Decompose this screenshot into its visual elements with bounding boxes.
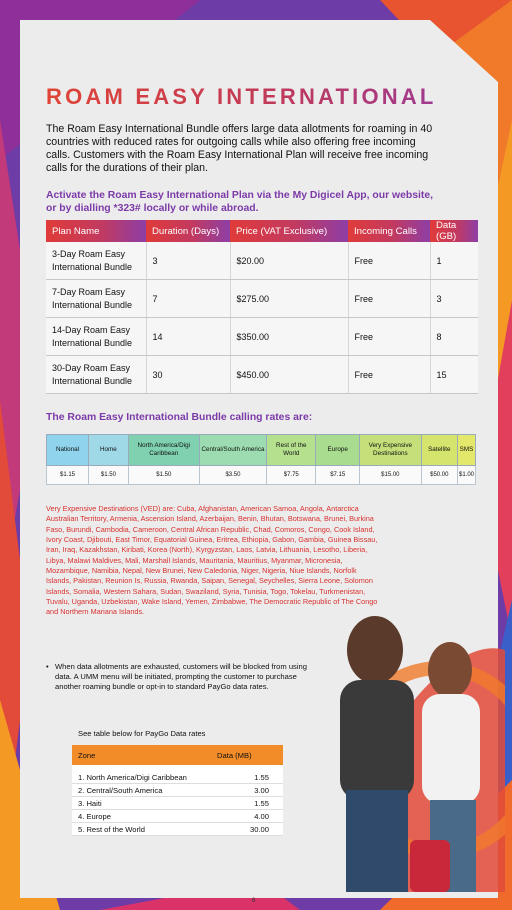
- plan-incoming: Free: [348, 356, 430, 394]
- plan-data: 3: [430, 280, 478, 318]
- plan-price: $275.00: [230, 280, 348, 318]
- zone-rate: 1.55: [211, 797, 283, 810]
- data-exhausted-note: [46, 662, 316, 692]
- activation-instructions: Activate the Roam Easy International Plan via the My Digicel App, our website, or by dialling *323# locally or while abroad.: [46, 190, 434, 214]
- rate-header-central-south-america: Central/South America: [199, 435, 266, 466]
- table-row: [72, 765, 283, 784]
- plans-table: [46, 220, 478, 394]
- page-title: ROAM EASY INTERNATIONAL: [46, 84, 466, 110]
- plan-duration: 7: [146, 280, 230, 318]
- rate-header-home: Home: [89, 435, 129, 466]
- paygo-table-header: [72, 745, 283, 765]
- table-row: [47, 466, 476, 485]
- plan-data: 8: [430, 318, 478, 356]
- paygo-rates-table: [72, 745, 283, 836]
- plan-name: 14-Day Roam Easy International Bundle: [46, 318, 146, 356]
- plan-duration: 3: [146, 242, 230, 280]
- table-row: [72, 784, 283, 797]
- rate-header-national: National: [47, 435, 89, 466]
- plan-duration: 14: [146, 318, 230, 356]
- calling-rates-table: [46, 434, 476, 485]
- plan-incoming: Free: [348, 280, 430, 318]
- zone-name: 5. Rest of the World: [72, 823, 211, 836]
- header-data: Data (GB): [430, 220, 478, 242]
- rate-header-rest-of-world: Rest of the World: [267, 435, 316, 466]
- rate-header-europe: Europe: [316, 435, 360, 466]
- calling-rates-heading: The Roam Easy International Bundle calling rates are:: [46, 412, 313, 423]
- rate-value-sms: $1.00: [457, 466, 475, 485]
- rate-value-national: $1.15: [47, 466, 89, 485]
- plan-name: 30-Day Roam Easy International Bundle: [46, 356, 146, 394]
- travellers-photo: [290, 590, 505, 892]
- ved-country-list: Very Expensive Destinations (VED) are: Cuba, Afghanistan, American Samoa, Angola, Antarctica Australian Territory, Armenia, Ascension Island, Azerbaijan, Benin, Bhutan, Botswana, Brunei, Burkina Faso, Burundi, Cambodia, Cameroon, Central African Republic, Chad, Comoros, Congo, Cook Island, Ivory Coast, Djibouti, East Timor, Equatorial Guinea, Eritrea, Ethiopia, Gabon, Gambia, Guinea Bissau, Iran, Iraq, Kazakhstan, Kiribati, Korea (North), Kyrgyzstan, Laos, Latvia, Lithuania, Lesotho, Liberia, Libya, Malawi Maldives, Mali, Marshall Islands, Mauritania, Mauritius, Myanmar, Micronesia, Mozambique, Namibia, Nepal, New Brunei, New Caledonia, Niger, Nigeria, Niue Islands, Norfolk Islands, Pakistan, Reunion Is, Russia, Rwanda, Saipan, Senegal, Seychelles, Sierra Leone, Solomon Islands, Somalia, Western Sahara, Sudan, Swaziland, Syria, Tunisia, Togo, Tokelau, Turkmenistan, Tuvalu, Uganda, Uzbekistan, Wake Island, Yemen, Zimbabwe, The Democratic Republic of The Congo and Northern Mariana Islands.: [46, 504, 378, 617]
- table-row: [46, 318, 478, 356]
- table-row: [72, 823, 283, 836]
- plan-price: $350.00: [230, 318, 348, 356]
- header-data-mb: Data (MB): [211, 745, 283, 765]
- rate-header-sms: SMS: [457, 435, 475, 466]
- plan-name: 3-Day Roam Easy International Bundle: [46, 242, 146, 280]
- rate-header-north-america: North America/Digi Caribbean: [128, 435, 199, 466]
- rate-header-satellite: Satellite: [421, 435, 457, 466]
- header-zone: Zone: [72, 745, 211, 765]
- rate-value-central-south-america: $3.50: [199, 466, 266, 485]
- header-duration: Duration (Days): [146, 220, 230, 242]
- zone-name: 1. North America/Digi Caribbean: [72, 765, 211, 784]
- zone-rate: 1.55: [211, 765, 283, 784]
- zone-name: 2. Central/South America: [72, 784, 211, 797]
- plan-price: $450.00: [230, 356, 348, 394]
- plan-data: 15: [430, 356, 478, 394]
- rate-value-home: $1.50: [89, 466, 129, 485]
- page-number: 6: [252, 898, 256, 904]
- table-row: [46, 280, 478, 318]
- table-row: [72, 797, 283, 810]
- zone-rate: 30.00: [211, 823, 283, 836]
- plan-data: 1: [430, 242, 478, 280]
- data-exhausted-text: When data allotments are exhausted, customers will be blocked from using data. A UMM menu will be initiated, prompting the customer to purchase another roaming bundle or opt-in to standard PayGo data rates.: [55, 662, 307, 691]
- rate-value-satellite: $50.00: [421, 466, 457, 485]
- table-row: [46, 242, 478, 280]
- rate-value-ved: $15.00: [360, 466, 422, 485]
- plans-table-header: [46, 220, 478, 242]
- bullet-mark: •: [46, 662, 49, 671]
- rate-value-europe: $7.15: [316, 466, 360, 485]
- plan-price: $20.00: [230, 242, 348, 280]
- zone-rate: 4.00: [211, 810, 283, 823]
- plan-duration: 30: [146, 356, 230, 394]
- zone-name: 3. Haiti: [72, 797, 211, 810]
- header-plan-name: Plan Name: [46, 220, 146, 242]
- zone-name: 4. Europe: [72, 810, 211, 823]
- rates-table-header: [47, 435, 476, 466]
- header-incoming-calls: Incoming Calls: [348, 220, 430, 242]
- table-row: [72, 810, 283, 823]
- rate-value-rest-of-world: $7.75: [267, 466, 316, 485]
- rate-header-ved: Very Expensive Destinations: [360, 435, 422, 466]
- rate-value-north-america: $1.50: [128, 466, 199, 485]
- plan-incoming: Free: [348, 242, 430, 280]
- plan-incoming: Free: [348, 318, 430, 356]
- intro-paragraph: The Roam Easy International Bundle offers large data allotments for roaming in 40 countries with reduced rates for outgoing calls while also offering free incoming calls. Customers with the Roam Easy International Plan will receive free incoming calls for the durations of their plan.: [46, 123, 433, 174]
- paygo-note: See table below for PayGo Data rates: [78, 729, 206, 738]
- header-price: Price (VAT Exclusive): [230, 220, 348, 242]
- plan-name: 7-Day Roam Easy International Bundle: [46, 280, 146, 318]
- table-row: [46, 356, 478, 394]
- zone-rate: 3.00: [211, 784, 283, 797]
